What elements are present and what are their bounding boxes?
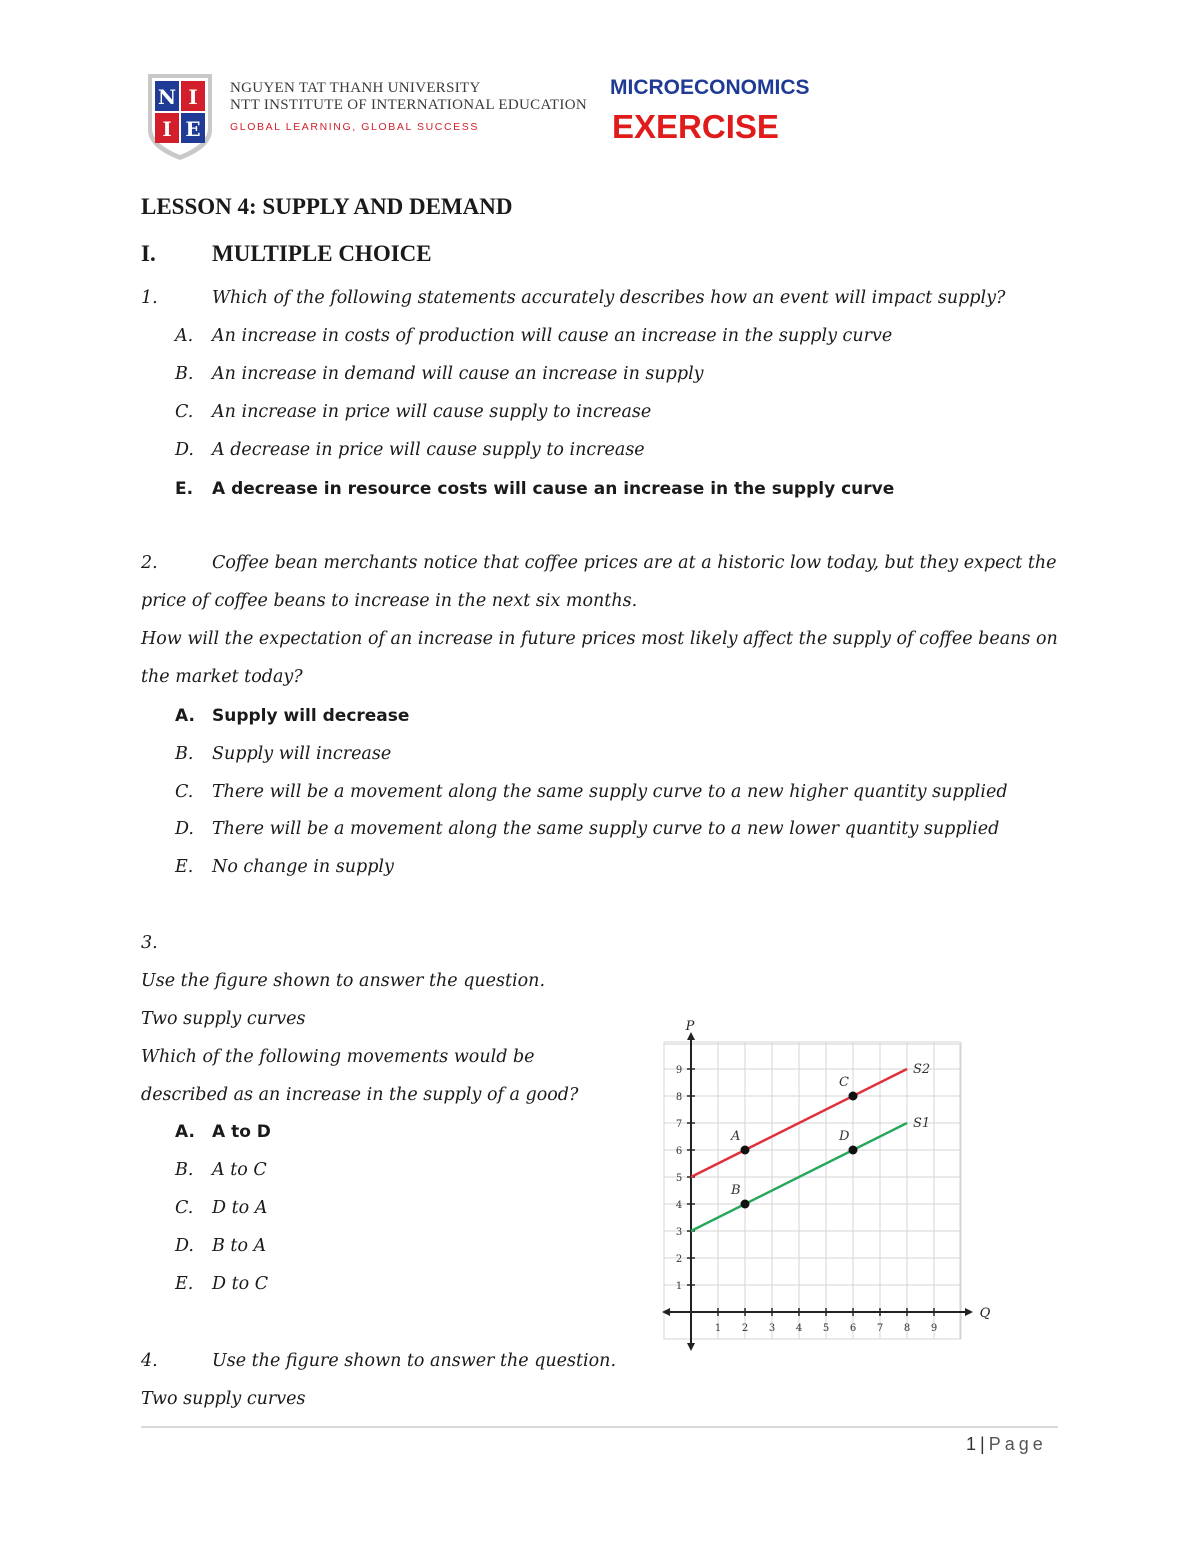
q2-option-d: There will be a movement along the same supply curve to a new lower quantity supplied xyxy=(212,819,1000,839)
y-tick-label: 6 xyxy=(675,1146,683,1157)
q1-option-b: An increase in demand will cause an increase in supply xyxy=(212,364,704,384)
y-tick-label: 4 xyxy=(675,1200,683,1211)
point-label-d: D xyxy=(839,1129,850,1144)
y-tick-label: 8 xyxy=(675,1092,683,1103)
footer-separator: | xyxy=(980,1434,985,1454)
x-tick-label: 4 xyxy=(795,1323,803,1334)
q1-option-b-letter: B. xyxy=(175,364,194,384)
y-tick-label: 5 xyxy=(675,1173,683,1184)
q3-option-e-letter: E. xyxy=(175,1274,194,1294)
question-2-text-line4: the market today? xyxy=(141,667,303,687)
question-2-text-line3: How will the expectation of an increase in future prices most likely affect the supply of coffee beans on xyxy=(141,629,1058,649)
logo-letter-i1: I xyxy=(188,85,198,109)
question-1-text: Which of the following statements accurately describes how an event will impact supply? xyxy=(212,288,1006,308)
q2-option-d-letter: D. xyxy=(175,819,194,839)
page-footer xyxy=(966,1434,1047,1455)
question-4-instruction: Use the figure shown to answer the question. xyxy=(212,1351,617,1371)
question-4-number: 4. xyxy=(141,1351,158,1371)
q3-option-d-letter: D. xyxy=(175,1236,194,1256)
x-axis-label: Q xyxy=(979,1306,991,1321)
x-tick-label: 1 xyxy=(714,1323,722,1334)
q2-option-c-letter: C. xyxy=(175,782,194,802)
question-3-instruction: Use the figure shown to answer the question. xyxy=(141,971,546,991)
q3-option-c-letter: C. xyxy=(175,1198,194,1218)
q1-option-c-letter: C. xyxy=(175,402,194,422)
q1-option-d-letter: D. xyxy=(175,440,194,460)
y-tick-label: 7 xyxy=(675,1119,683,1130)
q3-option-c: D to A xyxy=(212,1198,268,1218)
university-name: NGUYEN TAT THANH UNIVERSITY xyxy=(230,80,481,96)
lesson-title: LESSON 4: SUPPLY AND DEMAND xyxy=(141,194,513,219)
q3-option-b: A to C xyxy=(212,1160,267,1180)
x-tick-label: 9 xyxy=(930,1323,938,1334)
q2-option-b: Supply will increase xyxy=(212,744,392,764)
series-label-s2: S2 xyxy=(913,1062,931,1077)
institute-slogan: GLOBAL LEARNING, GLOBAL SUCCESS xyxy=(230,121,479,133)
question-2-number: 2. xyxy=(141,553,158,573)
logo-letter-n: N xyxy=(157,85,177,109)
point-b xyxy=(741,1200,750,1209)
x-tick-label: 7 xyxy=(876,1323,884,1334)
point-label-b: B xyxy=(731,1183,741,1198)
q2-option-e: No change in supply xyxy=(212,857,394,877)
logo-letter-i2: I xyxy=(162,117,172,141)
section-title: MULTIPLE CHOICE xyxy=(212,241,432,266)
y-axis-label: P xyxy=(685,1019,695,1034)
q2-option-a-answer: Supply will decrease xyxy=(212,706,410,726)
q1-option-c: An increase in price will cause supply to increase xyxy=(212,402,652,422)
q3-option-d: B to A xyxy=(212,1236,267,1256)
institute-name: NTT INSTITUTE OF INTERNATIONAL EDUCATION xyxy=(230,97,587,113)
x-tick-label: 5 xyxy=(822,1323,830,1334)
x-tick-label: 2 xyxy=(741,1323,749,1334)
q3-option-b-letter: B. xyxy=(175,1160,194,1180)
y-axis-arrow-down xyxy=(687,1343,695,1351)
x-tick-label: 6 xyxy=(849,1323,857,1334)
q1-option-a-letter: A. xyxy=(175,326,194,346)
q2-option-e-letter: E. xyxy=(175,857,194,877)
series-label-s1: S1 xyxy=(913,1116,931,1131)
question-3-text-line2: described as an increase in the supply of a good? xyxy=(141,1085,579,1105)
section-number: I. xyxy=(141,241,156,266)
q1-option-a: An increase in costs of production will cause an increase in the supply curve xyxy=(212,326,893,346)
question-3-text-line1: Which of the following movements would be xyxy=(141,1047,535,1067)
q3-option-a-letter: A. xyxy=(175,1122,195,1142)
question-2-text-line1: Coffee bean merchants notice that coffee prices are at a historic low today, but they expect the xyxy=(212,553,1057,573)
x-tick-label: 8 xyxy=(903,1323,911,1334)
point-d xyxy=(849,1146,858,1155)
document-type: EXERCISE xyxy=(612,108,779,145)
question-1-number: 1. xyxy=(141,288,158,308)
footer-divider xyxy=(141,1426,1058,1428)
y-tick-label: 1 xyxy=(675,1281,683,1292)
subject-title: MICROECONOMICS xyxy=(610,76,810,99)
y-tick-label: 2 xyxy=(675,1254,683,1265)
question-3-figure-caption: Two supply curves xyxy=(141,1009,306,1029)
point-c xyxy=(849,1092,858,1101)
q3-option-a-answer: A to D xyxy=(212,1122,271,1142)
q3-option-e: D to C xyxy=(212,1274,269,1294)
point-label-c: C xyxy=(839,1075,849,1090)
q1-option-d: A decrease in price will cause supply to increase xyxy=(212,440,645,460)
page-label: Page xyxy=(988,1434,1047,1454)
question-2-text-line2: price of coffee beans to increase in the next six months. xyxy=(141,591,638,611)
y-tick-label: 9 xyxy=(675,1065,683,1076)
y-tick-label: 3 xyxy=(675,1227,683,1238)
q1-option-e-letter: E. xyxy=(175,479,194,499)
x-tick-label: 3 xyxy=(768,1323,776,1334)
q2-option-b-letter: B. xyxy=(175,744,194,764)
point-a xyxy=(741,1146,750,1155)
supply-curves-chart xyxy=(655,1012,991,1342)
q2-option-c: There will be a movement along the same supply curve to a new higher quantity supplied xyxy=(212,782,1008,802)
q1-option-e-answer: A decrease in resource costs will cause an increase in the supply curve xyxy=(212,479,895,499)
q2-option-a-letter: A. xyxy=(175,706,195,726)
question-4-figure-caption: Two supply curves xyxy=(141,1389,306,1409)
logo-letter-e: E xyxy=(185,117,201,141)
x-axis-arrow xyxy=(965,1308,973,1316)
page-number: 1 xyxy=(966,1434,977,1454)
point-label-a: A xyxy=(731,1129,741,1144)
chart-frame xyxy=(664,1044,960,1339)
institute-logo xyxy=(146,72,214,162)
question-3-number: 3. xyxy=(141,933,158,953)
